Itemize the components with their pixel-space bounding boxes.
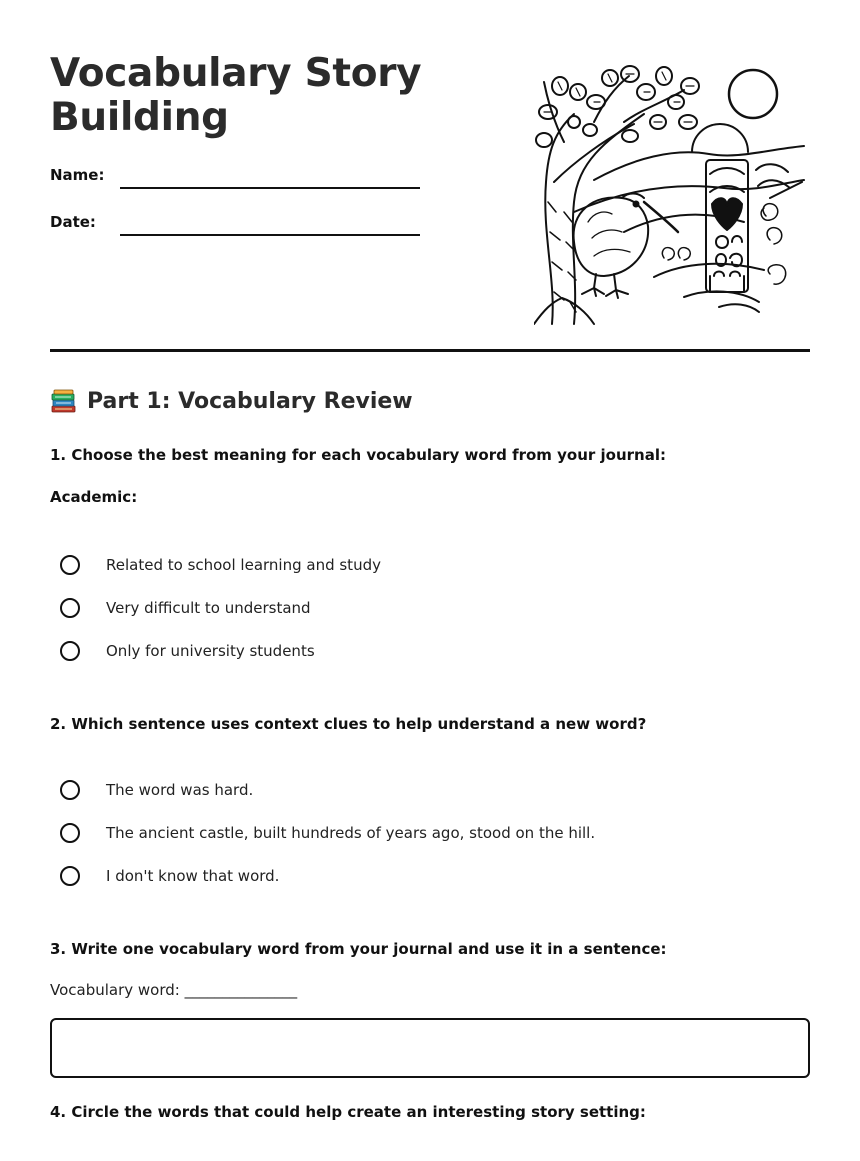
- radio-button[interactable]: [60, 780, 80, 800]
- radio-button[interactable]: [60, 641, 80, 661]
- radio-button[interactable]: [60, 555, 80, 575]
- worksheet-title: Vocabulary Story Building: [50, 51, 422, 140]
- vocabulary-word-label: Vocabulary word: _______________: [50, 981, 298, 999]
- question-1-word: Academic:: [50, 488, 138, 506]
- option-label: The word was hard.: [106, 781, 254, 799]
- q1-option-2[interactable]: [60, 598, 311, 618]
- date-label: Date:: [50, 213, 96, 231]
- option-label: The ancient castle, built hundreds of years ago, stood on the hill.: [106, 824, 596, 842]
- name-input-line[interactable]: [120, 187, 420, 189]
- question-3-text: 3. Write one vocabulary word from your journal and use it in a sentence:: [50, 940, 667, 958]
- option-label: I don't know that word.: [106, 867, 280, 885]
- q2-option-2[interactable]: [60, 823, 595, 843]
- q1-option-3[interactable]: [60, 641, 315, 661]
- header-divider: [50, 349, 810, 352]
- q1-option-1[interactable]: [60, 555, 381, 575]
- name-label: Name:: [50, 166, 105, 184]
- part1-heading-text: Part 1: Vocabulary Review: [87, 389, 413, 414]
- option-label: Only for university students: [106, 642, 315, 660]
- books-icon: [50, 388, 77, 415]
- q2-option-3[interactable]: [60, 866, 279, 886]
- worksheet-page: [50, 0, 810, 1161]
- question-4-text: 4. Circle the words that could help create an interesting story setting:: [50, 1103, 646, 1121]
- part1-heading: [50, 388, 413, 415]
- option-label: Very difficult to understand: [106, 599, 311, 617]
- kiwi-tree-illustration: [534, 62, 810, 326]
- q2-option-1[interactable]: [60, 780, 253, 800]
- option-label: Related to school learning and study: [106, 556, 381, 574]
- sentence-answer-box[interactable]: [50, 1018, 810, 1078]
- date-input-line[interactable]: [120, 234, 420, 236]
- radio-button[interactable]: [60, 598, 80, 618]
- radio-button[interactable]: [60, 866, 80, 886]
- question-1-text: 1. Choose the best meaning for each vocabulary word from your journal:: [50, 446, 666, 464]
- question-2-text: 2. Which sentence uses context clues to help understand a new word?: [50, 715, 647, 733]
- radio-button[interactable]: [60, 823, 80, 843]
